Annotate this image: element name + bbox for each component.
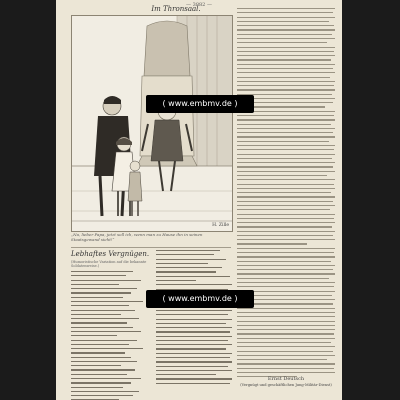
magazine-page — [56, 0, 342, 400]
page-number: — 3882 — — [186, 2, 212, 8]
bottom-right-text-column — [237, 312, 335, 381]
author-signature-note: (Vergnügt und geschäftlichen Jung-Militär-Dienst) — [240, 383, 332, 387]
illustration-title: Im Thronsaal. — [151, 5, 201, 13]
poem-column-1 — [71, 250, 151, 400]
author-signature: Ernst Deutsch — [267, 376, 305, 382]
illustration-caption: „Na, lieber Papa, jetzt soll ich, wenn man zu Hause ihn in seinen Staatsgewand sieht!“ — [71, 232, 203, 242]
poem-column-2 — [156, 250, 232, 387]
top-right-text-column — [237, 8, 335, 333]
throne-room-drawing — [72, 16, 232, 231]
illustration — [71, 15, 233, 232]
illustration-signature: H. Zille — [212, 223, 229, 228]
watermark-bottom: ( www.embmv.de ) — [146, 290, 254, 308]
section-divider — [71, 247, 231, 248]
poem-subtitle: (Humoristische Variation auf die bekannte Soldatenweise.) — [71, 260, 147, 268]
watermark-top: ( www.embmv.de ) — [146, 95, 254, 113]
poem-title: Lebhaftes Vergnügen. — [71, 250, 150, 258]
